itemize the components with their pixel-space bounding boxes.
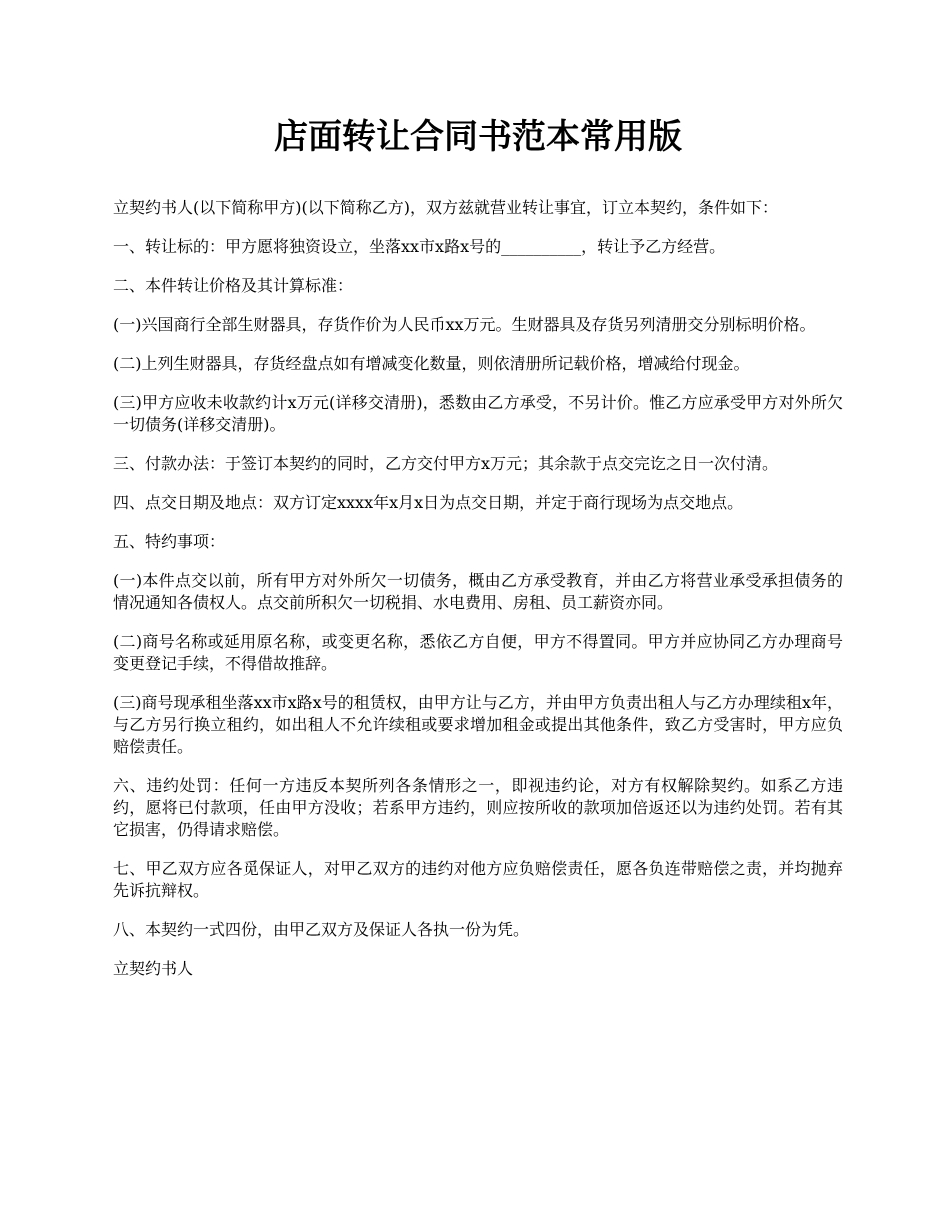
paragraph-clause-2: 二、本件转让价格及其计算标准： xyxy=(113,276,354,295)
paragraph-clause-4: 四、点交日期及地点：双方订定xxxx年x月x日为点交日期，并定于商行现场为点交地点。 xyxy=(113,493,744,512)
paragraph-clause-5: 五、特约事项： xyxy=(113,532,226,551)
paragraph-clause-5-1: (一)本件点交以前，所有甲方对外所欠一切债务，概由乙方承受教育，并由乙方将营业承受承担债务的情况通知各债权人。点交前所积欠一切税捐、水电费用、房租、员工薪资亦同。 xyxy=(113,571,843,612)
paragraph-intro: 立契约书人(以下简称甲方)(以下简称乙方)，双方兹就营业转让事宜，订立本契约，条件如下： xyxy=(113,198,778,217)
paragraph-clause-8: 八、本契约一式四份，由甲乙双方及保证人各执一份为凭。 xyxy=(113,920,530,939)
document-page xyxy=(113,112,843,997)
paragraph-clause-2-2: (二)上列生财器具，存货经盘点如有增减变化数量，则依清册所记载价格，增减给付现金。 xyxy=(113,354,750,373)
paragraph-clause-5-3: (三)商号现承租坐落xx市x路x号的租赁权，由甲方让与乙方，并由甲方负责出租人与乙方办理续租x年，与乙方另行换立租约，如出租人不允许续租或要求增加租金或提出其他条件，致乙方受害时，甲方应负赔偿责任。 xyxy=(113,693,843,756)
paragraph-clause-3: 三、付款办法：于签订本契约的同时，乙方交付甲方x万元；其余款于点交完讫之日一次付清。 xyxy=(113,454,779,473)
paragraph-clause-6: 六、违约处罚：任何一方违反本契所列各条情形之一，即视违约论，对方有权解除契约。如系乙方违约，愿将已付款项，任由甲方没收；若系甲方违约，则应按所收的款项加倍返还以为违约处罚。若有其它损害，仍得请求赔偿。 xyxy=(113,776,843,839)
document-title: 店面转让合同书范本常用版 xyxy=(274,117,682,157)
paragraph-clause-2-1: (一)兴国商行全部生财器具，存货作价为人民币xx万元。生财器具及存货另列清册交分别标明价格。 xyxy=(113,315,816,334)
paragraph-clause-1: 一、转让标的：甲方愿将独资设立，坐落xx市x路x号的__________，转让予乙方经营。 xyxy=(113,237,726,256)
paragraph-signature: 立契约书人 xyxy=(113,959,194,978)
paragraph-clause-7: 七、甲乙双方应各觅保证人，对甲乙双方的违约对他方应负赔偿责任，愿各负连带赔偿之责，并均抛弃先诉抗辩权。 xyxy=(113,859,843,900)
paragraph-clause-5-2: (二)商号名称或延用原名称，或变更名称，悉依乙方自便，甲方不得置同。甲方并应协同乙方办理商号变更登记手续，不得借故推辞。 xyxy=(113,632,843,673)
paragraph-clause-2-3: (三)甲方应收未收款约计x万元(详移交清册)，悉数由乙方承受，不另计价。惟乙方应承受甲方对外所欠一切债务(详移交清册)。 xyxy=(113,393,843,434)
